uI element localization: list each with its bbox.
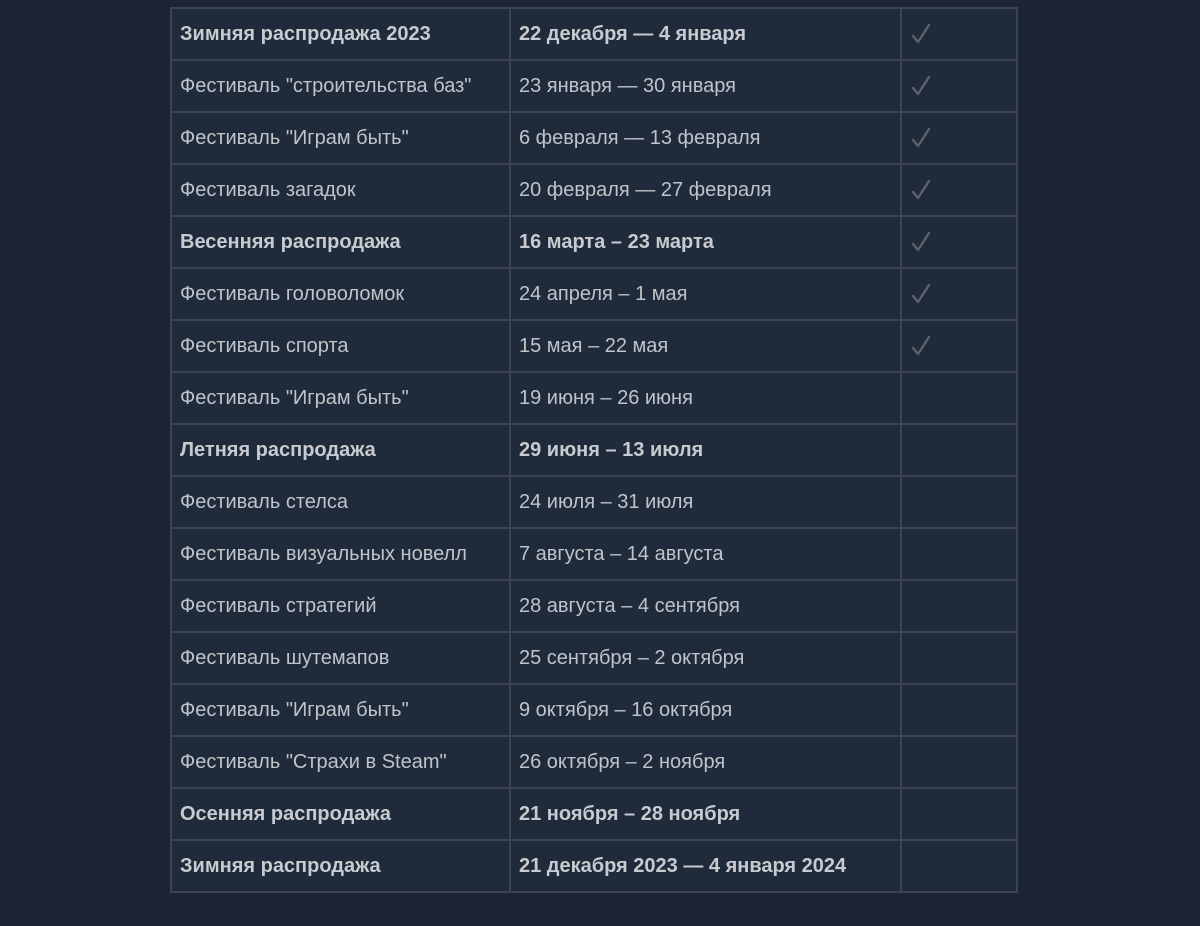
event-name-cell: Фестиваль "Играм быть"	[171, 684, 510, 736]
event-status-cell	[901, 216, 1017, 268]
event-dates-cell: 23 января — 30 января	[510, 60, 901, 112]
event-status-cell	[901, 840, 1017, 892]
table-row	[171, 632, 1017, 684]
event-dates-cell: 21 декабря 2023 — 4 января 2024	[510, 840, 901, 892]
event-status-cell	[901, 736, 1017, 788]
event-dates-cell: 7 августа – 14 августа	[510, 528, 901, 580]
schedule-body	[171, 8, 1017, 892]
event-status-cell	[901, 788, 1017, 840]
check-icon	[910, 178, 932, 202]
table-row	[171, 112, 1017, 164]
event-name-cell: Фестиваль "Страхи в Steam"	[171, 736, 510, 788]
event-dates-cell: 24 июля – 31 июля	[510, 476, 901, 528]
event-status-cell	[901, 632, 1017, 684]
check-icon	[910, 126, 932, 150]
table-row	[171, 580, 1017, 632]
event-status-cell	[901, 112, 1017, 164]
event-dates-cell: 21 ноября – 28 ноября	[510, 788, 901, 840]
table-row	[171, 8, 1017, 60]
event-name-cell: Фестиваль стелса	[171, 476, 510, 528]
event-dates-cell: 20 февраля — 27 февраля	[510, 164, 901, 216]
event-status-cell	[901, 320, 1017, 372]
event-name-cell: Фестиваль "строительства баз"	[171, 60, 510, 112]
event-status-cell	[901, 164, 1017, 216]
event-dates-cell: 22 декабря — 4 января	[510, 8, 901, 60]
event-status-cell	[901, 580, 1017, 632]
check-icon	[910, 282, 932, 306]
table-row	[171, 424, 1017, 476]
event-dates-cell: 29 июня – 13 июля	[510, 424, 901, 476]
event-name-cell: Зимняя распродажа	[171, 840, 510, 892]
event-dates-cell: 6 февраля — 13 февраля	[510, 112, 901, 164]
event-dates-cell: 9 октября – 16 октября	[510, 684, 901, 736]
check-icon	[910, 230, 932, 254]
event-name-cell: Фестиваль спорта	[171, 320, 510, 372]
sales-schedule	[170, 7, 1017, 893]
event-name-cell: Фестиваль загадок	[171, 164, 510, 216]
table-row	[171, 320, 1017, 372]
event-status-cell	[901, 60, 1017, 112]
event-status-cell	[901, 424, 1017, 476]
event-name-cell: Фестиваль "Играм быть"	[171, 112, 510, 164]
event-dates-cell: 28 августа – 4 сентября	[510, 580, 901, 632]
event-name-cell: Осенняя распродажа	[171, 788, 510, 840]
table-row	[171, 476, 1017, 528]
event-status-cell	[901, 372, 1017, 424]
event-status-cell	[901, 8, 1017, 60]
table-row	[171, 684, 1017, 736]
event-name-cell: Фестиваль стратегий	[171, 580, 510, 632]
table-row	[171, 372, 1017, 424]
table-row	[171, 216, 1017, 268]
check-icon	[910, 334, 932, 358]
table-row	[171, 60, 1017, 112]
table-row	[171, 528, 1017, 580]
table-row	[171, 840, 1017, 892]
check-icon	[910, 74, 932, 98]
table-row	[171, 788, 1017, 840]
table-row	[171, 736, 1017, 788]
event-dates-cell: 19 июня – 26 июня	[510, 372, 901, 424]
table-row	[171, 268, 1017, 320]
event-status-cell	[901, 268, 1017, 320]
event-dates-cell: 15 мая – 22 мая	[510, 320, 901, 372]
event-dates-cell: 26 октября – 2 ноября	[510, 736, 901, 788]
event-name-cell: Летняя распродажа	[171, 424, 510, 476]
event-name-cell: Фестиваль шутемапов	[171, 632, 510, 684]
event-name-cell: Зимняя распродажа 2023	[171, 8, 510, 60]
event-dates-cell: 24 апреля – 1 мая	[510, 268, 901, 320]
check-icon	[910, 22, 932, 46]
event-status-cell	[901, 528, 1017, 580]
table-row	[171, 164, 1017, 216]
event-status-cell	[901, 476, 1017, 528]
event-status-cell	[901, 684, 1017, 736]
event-dates-cell: 25 сентября – 2 октября	[510, 632, 901, 684]
sales-schedule-table	[170, 7, 1018, 893]
event-dates-cell: 16 марта – 23 марта	[510, 216, 901, 268]
event-name-cell: Фестиваль "Играм быть"	[171, 372, 510, 424]
event-name-cell: Фестиваль визуальных новелл	[171, 528, 510, 580]
event-name-cell: Фестиваль головоломок	[171, 268, 510, 320]
event-name-cell: Весенняя распродажа	[171, 216, 510, 268]
